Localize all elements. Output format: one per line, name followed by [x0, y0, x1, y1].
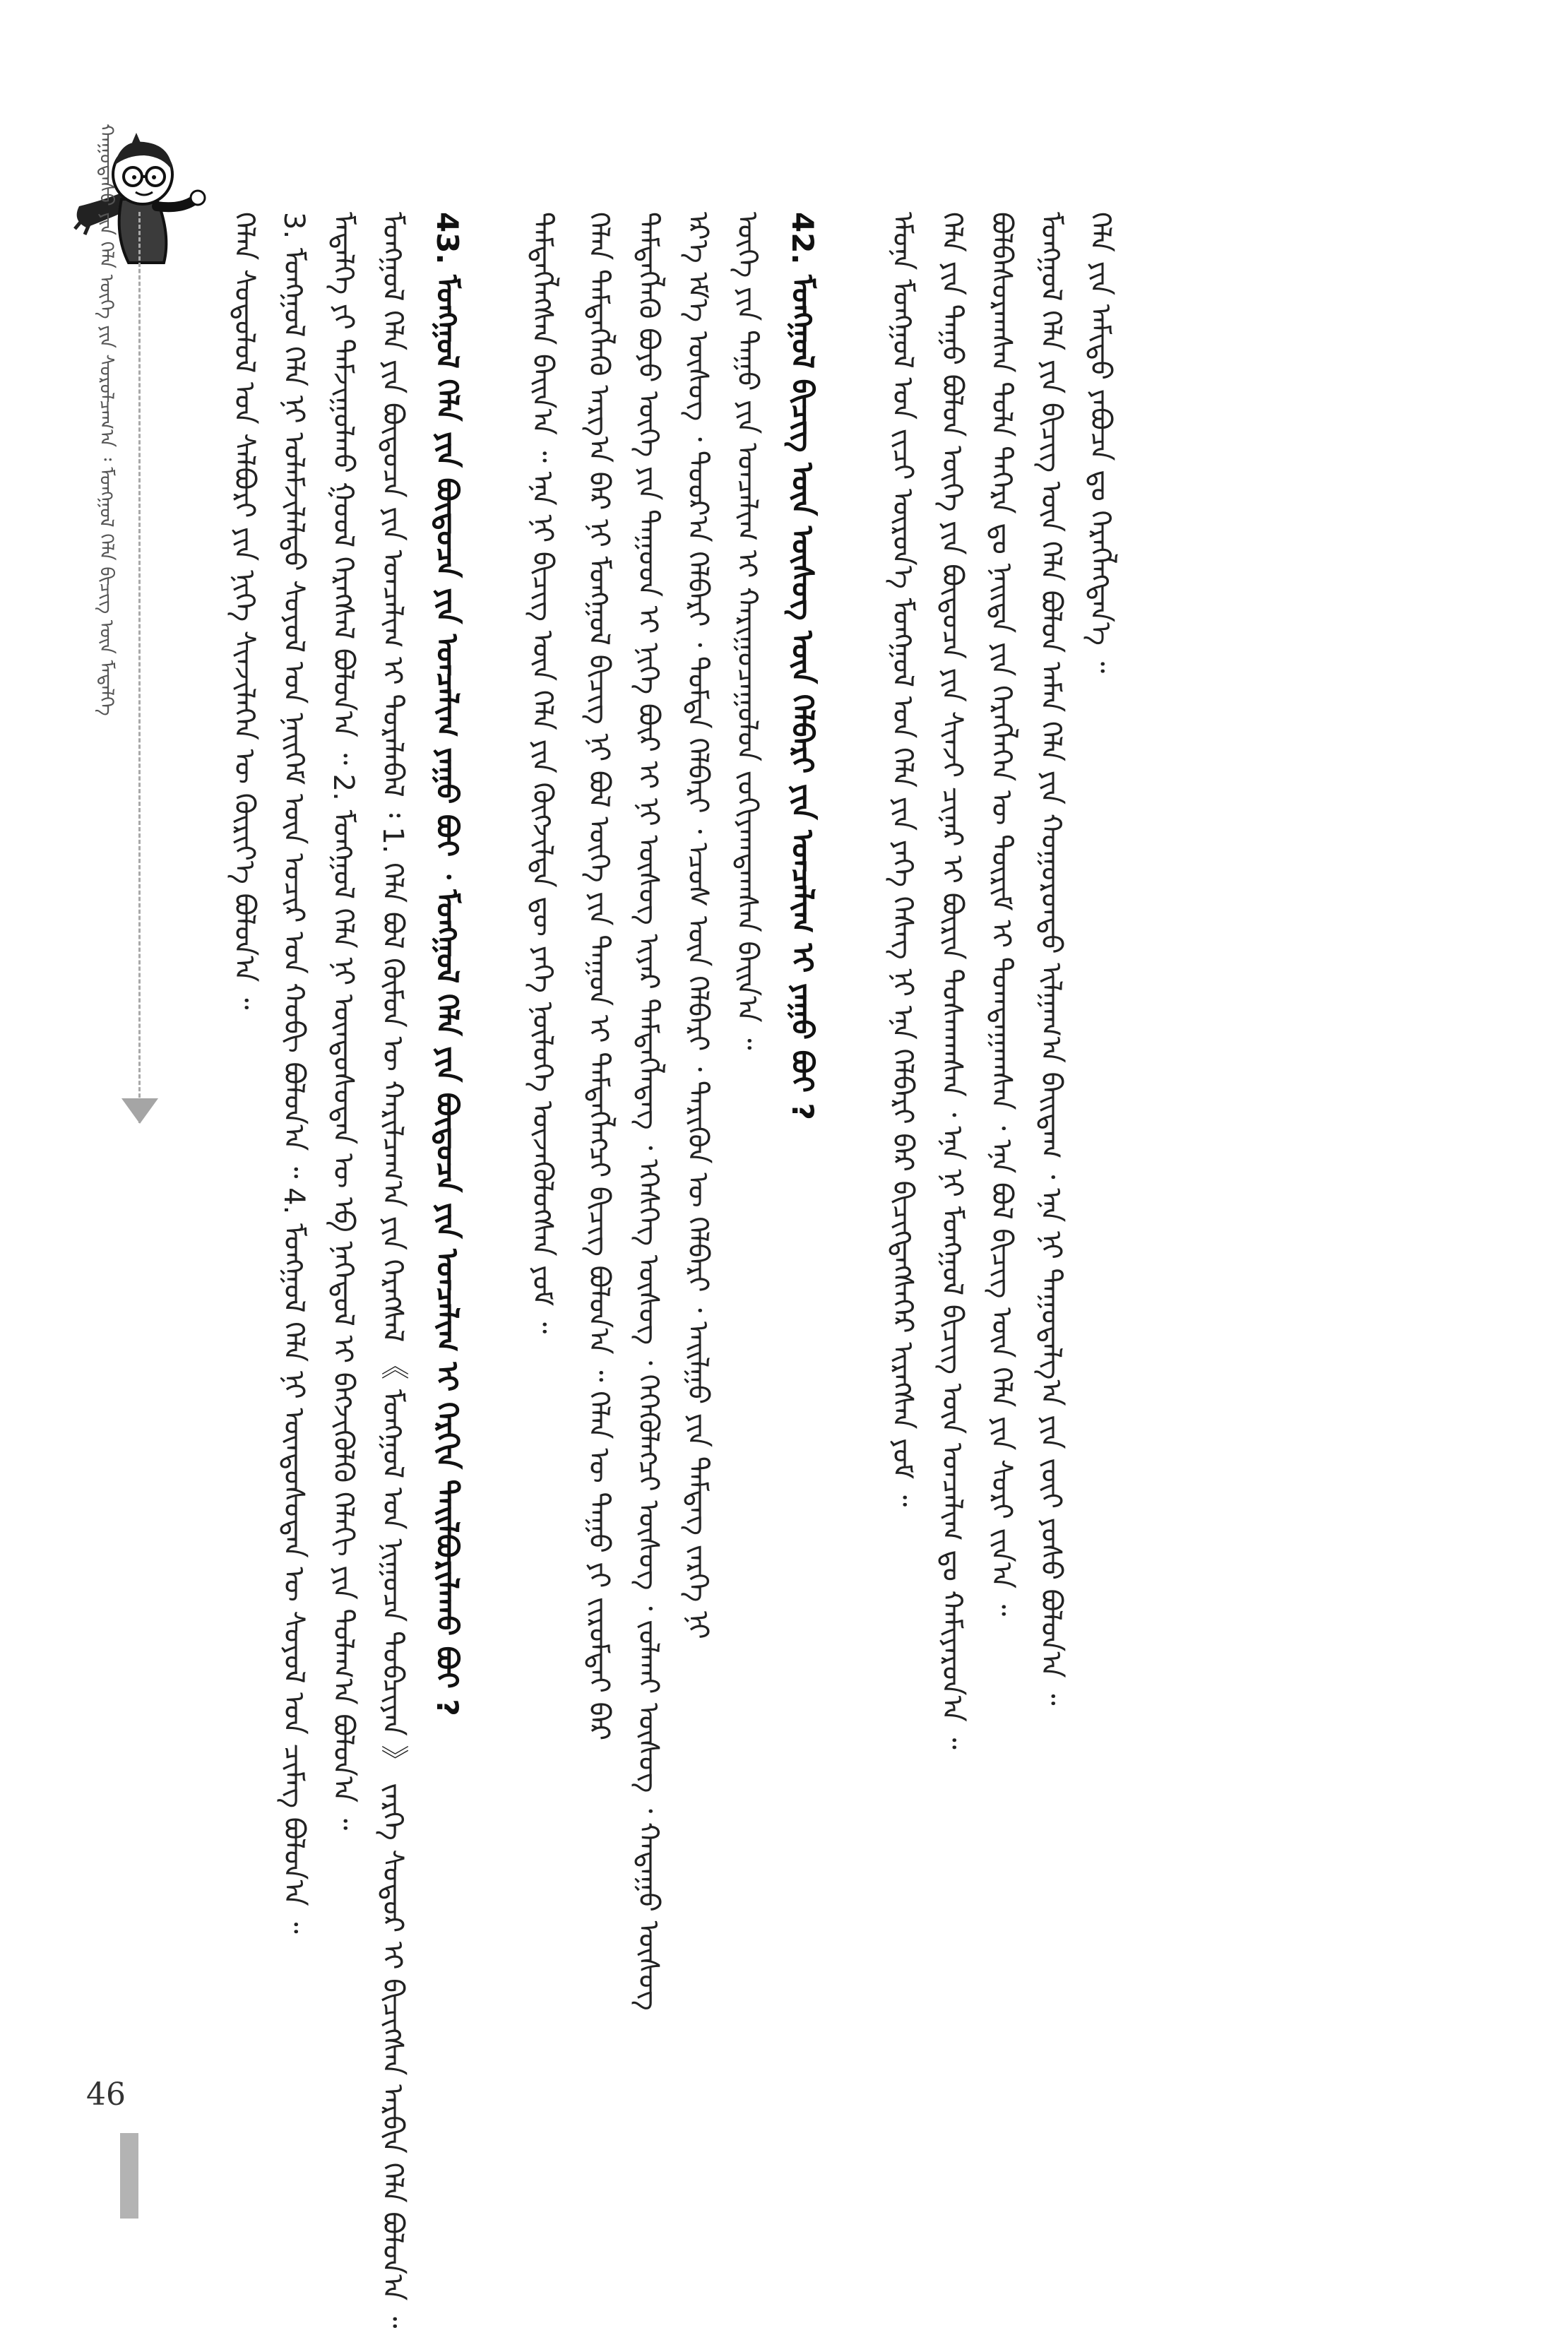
page-number: 46 [86, 2077, 126, 2113]
text-column: 3. ᠮᠣᠩᠭᠣᠯ ᠬᠡᠯᠡ ᠨᠢ ᠤᠯᠠᠮᠵᠢᠯᠠᠯᠲᠤ ᠰᠤᠶᠤᠯ ᠤᠨ ᠨᠡᠢᠭᠡᠮ ᠦᠨ ᠤᠴᠢᠷ ᠤᠨ ᠬᠤᠪᠢ ᠪᠣᠯᠤᠨ᠎ᠠ ᠃ 4. ᠮᠣᠩᠭᠣᠯ ᠬᠡᠯᠡ ᠨᠢ ᠦᠨᠳᠦᠰᠦᠲᠡᠨ ᠦ ᠰᠤᠶᠤᠯ ᠤᠨ ᠴᠢᠮᠡᠭ ᠪᠣᠯᠤᠨ᠎ᠠ ᠃ [278, 212, 310, 1934]
text-column: ᠡᠮᠦᠨᠡ ᠮᠣᠩᠭᠣᠯ ᠤᠨ ᠵᠢᠴᠢ ᠦᠷᠦᠨ᠎ᠡ ᠮᠣᠩᠭᠣᠯ ᠤᠨ ᠬᠡᠯᠡ ᠶᠢᠨ ᠶᠡᠬᠡ ᠬᠡᠰᠡᠭ ᠨᠢ ᠡᠨᠡ ᠬᠡᠯᠪᠡᠷᠢ ᠪᠡᠷ ᠪᠢᠴᠢᠭᠳᠡᠭᠰᠡᠭᠡᠷ ᠢᠷᠡᠭᠰᠡᠨ ᠶᠤᠮ ᠃ [886, 212, 919, 1507]
text-column: ᠮᠣᠩᠭᠣᠯ ᠬᠡᠯᠡ ᠶᠢᠨ ᠪᠦᠲᠦᠴᠡ ᠶᠢᠨ ᠣᠨᠴᠠᠯᠢᠭ ᠢ ᠳᠤᠷᠠᠯᠠᠪᠠᠯ ᠄ 1. ᠬᠡᠯᠡ ᠪᠣᠯ ᠬᠦᠮᠦᠨ ᠦ ᠬᠠᠷᠢᠯᠴᠠᠭ᠎ᠠ ᠶᠢᠨ ᠬᠡᠷᠡᠭᠰᠡᠯ 《 ᠮᠣᠩᠭᠣᠯ ᠤᠨ ᠨᠢᠭᠤᠴᠠ ᠲᠣᠪᠴᠢᠶᠠᠨ 》 ᠵᠡᠷᠭᠡ ᠰᠣᠳᠤᠷ ᠢ ᠪᠢᠴᠢᠭᠰᠡᠨ ᠠᠷᠪᠢᠨ ᠬᠡᠯᠡ ᠪᠣᠯᠤᠨ᠎ᠠ ᠃ [376, 212, 409, 2328]
text-column: ᠬᠡᠯᠡᠨ ᠲᠡᠮᠳᠡᠭᠯᠡᠬᠦ ᠠᠷᠭ᠎ᠠ ᠪᠠᠷ ᠨᠢ ᠮᠣᠩᠭᠣᠯ ᠪᠢᠴᠢᠭ᠌ ᠨᠢ ᠪᠤᠯ ᠦᠭᠡ ᠶᠢᠨ ᠳᠠᠭᠤᠨ ᠢ ᠲᠡᠮᠳᠡᠭᠯᠡᠭᠴᠢ ᠪᠢᠴᠢᠭ᠌ ᠪᠣᠯᠤᠨ᠎ᠠ ᠃ ᠬᠡᠯᠡᠨ ᠦ ᠳᠠᠭᠤ ᠶᠢ ᠵᠢᠷᠤᠮᠲᠠᠢ ᠪᠡᠷ [583, 212, 615, 1741]
text-column: ᠲᠡᠮᠳᠡᠭᠯᠡᠭᠰᠡᠨ ᠪᠠᠢᠨ᠎ᠠ ᠃ ᠡᠨᠡ ᠨᠢ ᠪᠢᠴᠢᠭ᠌ ᠦᠨ ᠬᠡᠯᠡ ᠶᠢᠨ ᠬᠦᠭᠵᠢᠯᠲᠡ ᠳᠦ ᠶᠡᠬᠡ ᠨᠥᠯᠦᠭᠡ ᠦᠵᠡᠭᠦᠯᠦᠭᠰᠡᠨ ᠶᠤᠮ ᠃ [526, 212, 559, 1334]
text-column: ᠮᠣᠩᠭᠣᠯ ᠬᠡᠯᠡ ᠶᠢᠨ ᠪᠢᠴᠢᠭ᠌ ᠦᠨ ᠬᠡᠯᠡ ᠪᠣᠯᠤᠨ ᠠᠮᠠᠨ ᠬᠡᠯᠡ ᠶᠢᠨ ᠬᠣᠭᠣᠷᠣᠨᠳᠤ ᠢᠯᠭᠠᠭ᠎ᠠ ᠪᠠᠢᠳᠠᠭ ᠂ ᠡᠨᠡ ᠨᠢ ᠳᠠᠭᠤᠳᠠᠯᠭ᠎ᠠ ᠶᠢᠨ ᠵᠦᠢ ᠶᠣᠰᠤ ᠪᠣᠯᠤᠨ᠎ᠠ ᠃ [1035, 212, 1067, 1706]
running-header: ᠬᠠᠭᠤᠳᠠᠰᠤ ᠶᠢᠨ ᠬᠡᠯᠡ ᠦᠭᠡ ᠶᠢᠨ ᠰᠤᠷᠤᠯᠴᠠᠭ᠎ᠠ ᠄ ᠮᠣᠩᠭᠣᠯ ᠬᠡᠯᠡ ᠪᠢᠴᠢᠭ᠌ ᠦᠨ ᠮᠡᠳᠡᠯᠭᠡ [95, 124, 117, 716]
text-column: ᠦᠭᠡ ᠶᠢᠨ ᠳᠠᠭᠤ ᠶᠢᠨ ᠣᠨᠴᠠᠯᠢᠭ ᠢ ᠬᠠᠷᠢᠭᠤᠴᠠᠭᠤᠯᠤᠨ ᠵᠣᠬᠢᠶᠠᠭᠳᠠᠭᠰᠠᠨ ᠪᠠᠢᠨ᠎ᠠ ᠃ [731, 212, 764, 1050]
header-divider [138, 212, 141, 1123]
text-column: ᠮᠡᠳᠡᠯᠭᠡ ᠶᠢ ᠳᠠᠮᠵᠢᠭᠤᠯᠬᠤ ᠭᠣᠣᠯ ᠬᠡᠷᠡᠭᠰᠡᠯ ᠪᠣᠯᠤᠨ᠎ᠠ ᠃ 2. ᠮᠣᠩᠭᠣᠯ ᠬᠡᠯᠡ ᠨᠢ ᠦᠨᠳᠦᠰᠦᠲᠡᠨ ᠦ ᠡᠪ ᠨᠡᠭᠡᠳᠦᠯ ᠢ ᠪᠡᠬᠵᠢᠭᠦᠯᠬᠦ ᠬᠡᠯᠡᠬᠢ ᠶᠢᠨ ᠲᠤᠯᠠᠭ᠎ᠠ ᠪᠣᠯᠤᠨ᠎ᠠ ᠃ [327, 212, 360, 1831]
triangle-marker-icon [121, 1098, 158, 1124]
page-edge-tab [120, 2133, 138, 2219]
text-column: ᠬᠡᠯᠡᠨ ᠰᠤᠳᠤᠯᠤᠯ ᠤᠨ ᠰᠠᠯᠪᠤᠷᠢ ᠶᠢᠨ ᠨᠢᠭᠡ ᠰᠢᠨᠵᠢᠯᠡᠭᠡᠨ ᠦ ᠬᠦᠷᠢᠶ᠎ᠡ ᠪᠣᠯᠤᠨ᠎ᠠ ᠃ [228, 212, 261, 1010]
text-column: ᠬᠡᠯᠡ ᠶᠢᠨ ᠠᠮᠢᠳᠤ ᠶᠠᠪᠤᠴᠠ ᠳᠤ ᠬᠡᠷᠡᠭᠯᠡᠭᠳᠡᠨ᠎ᠡ ᠃ [1084, 212, 1117, 674]
text-column: ᠬᠡᠯᠡ ᠶᠢᠨ ᠲᠠᠭᠤ ᠪᠣᠯᠤᠨ ᠦᠭᠡ ᠶᠢᠨ ᠪᠦᠲᠦᠴᠡ ᠶᠢᠨ ᠰᠢᠨᠵᠢ ᠴᠢᠨᠠᠷ ᠢ ᠪᠦᠷᠢᠨ ᠲᠤᠰᠬᠠᠭᠰᠠᠨ ᠂ ᠡᠨᠡ ᠨᠢ ᠮᠣᠩᠭᠣᠯ ᠪᠢᠴᠢᠭ᠌ ᠦᠨ ᠣᠨᠴᠠᠯᠢᠭ ᠳᠤ ᠬᠠᠮᠢᠶᠠᠷᠤᠨ᠎ᠠ ᠃ [936, 212, 968, 1750]
text-column: ᠡᠷ᠎ᠡ ᠡᠮ᠎ᠡ ᠦᠰᠦᠭ ᠂ ᠳᠣᠣᠷ᠎ᠠ ᠬᠡᠯᠪᠡᠷᠢ ᠂ ᠳᠤᠮᠳᠠ ᠬᠡᠯᠪᠡᠷᠢ ᠂ ᠡᠴᠦᠰ ᠦᠨ ᠬᠡᠯᠪᠡᠷᠢ ᠂ ᠲᠡᠷᠢᠭᠦᠨ ᠦ ᠬᠡᠯᠪᠡᠷᠢ ᠂ ᠠᠢᠯᠭᠤ ᠶᠢᠨ ᠲᠡᠮᠳᠡᠭ ᠵᠡᠷᠭᠡ ᠨᠢ [682, 212, 714, 1639]
question-heading: 43. ᠮᠣᠩᠭᠣᠯ ᠬᠡᠯᠡ ᠶᠢᠨ ᠪᠦᠲᠦᠴᠡ ᠶᠢᠨ ᠣᠨᠴᠠᠯᠢᠭ ᠶᠠᠭᠤ ᠪᠤᠢ ᠂ ᠮᠣᠩᠭᠣᠯ ᠬᠡᠯᠡ ᠶᠢᠨ ᠪᠦᠲᠦᠴᠡ ᠶᠢᠨ ᠣᠨᠴᠠᠯᠢᠭ ᠢ ᠬᠡᠷᠬᠢᠨ ᠲᠠᠢᠯᠪᠤᠷᠢᠯᠠᠬᠤ ᠪᠤᠢ ? [430, 212, 465, 1716]
text-column: ᠲᠡᠮᠳᠡᠭᠯᠡᠬᠦ ᠪᠤᠶᠤ ᠦᠭᠡ ᠶᠢᠨ ᠳᠠᠭᠤᠳ ᠢ ᠨᠢᠭᠡ ᠪᠦᠷ ᠢ ᠨᠢ ᠦᠰᠦᠭ ᠢᠶᠡᠷ ᠲᠡᠮᠳᠡᠭᠯᠡᠳᠡᠭ ᠂ ᠡᠭᠡᠰᠭᠡᠭ ᠦᠰᠦᠭ ᠂ ᠭᠡᠭᠡᠭᠦᠯᠡᠭᠴᠢ ᠦᠰᠦᠭ ᠂ ᠵᠤᠯᠬᠠᠢ ᠦᠰᠦᠭ ᠂ ᠬᠠᠲᠠᠭᠤ ᠦᠰᠦᠭ [632, 212, 665, 2011]
question-heading: 42. ᠮᠣᠩᠭᠣᠯ ᠪᠢᠴᠢᠭ᠌ ᠦᠨ ᠦᠰᠦᠭ ᠦᠨ ᠬᠡᠯᠪᠡᠷᠢ ᠶᠢᠨ ᠣᠨᠴᠠᠯᠢᠭ ᠢ ᠶᠠᠭᠤ ᠪᠤᠢ ? [785, 212, 820, 1120]
text-column: ᠪᠤᠯᠪᠠᠰᠤᠷᠠᠭᠰᠠᠨ ᠲᠤᠯᠠ ᠳᠡᠭᠡᠷᠡ ᠳᠤ ᠨᠡᠢᠲᠡ ᠶᠢᠨ ᠬᠡᠷᠡᠭᠯᠡᠭᠡᠨ ᠦ ᠳᠦᠷᠢᠮ ᠢ ᠲᠣᠭᠲᠠᠭᠠᠭᠰᠠᠨ ᠂ ᠡᠨᠡ ᠪᠣᠯ ᠪᠢᠴᠢᠭ᠌ ᠦᠨ ᠬᠡᠯᠡ ᠶᠢᠨ ᠰᠤᠷᠢ ᠵᠢᠨ᠎ᠠ ᠃ [985, 212, 1018, 1617]
